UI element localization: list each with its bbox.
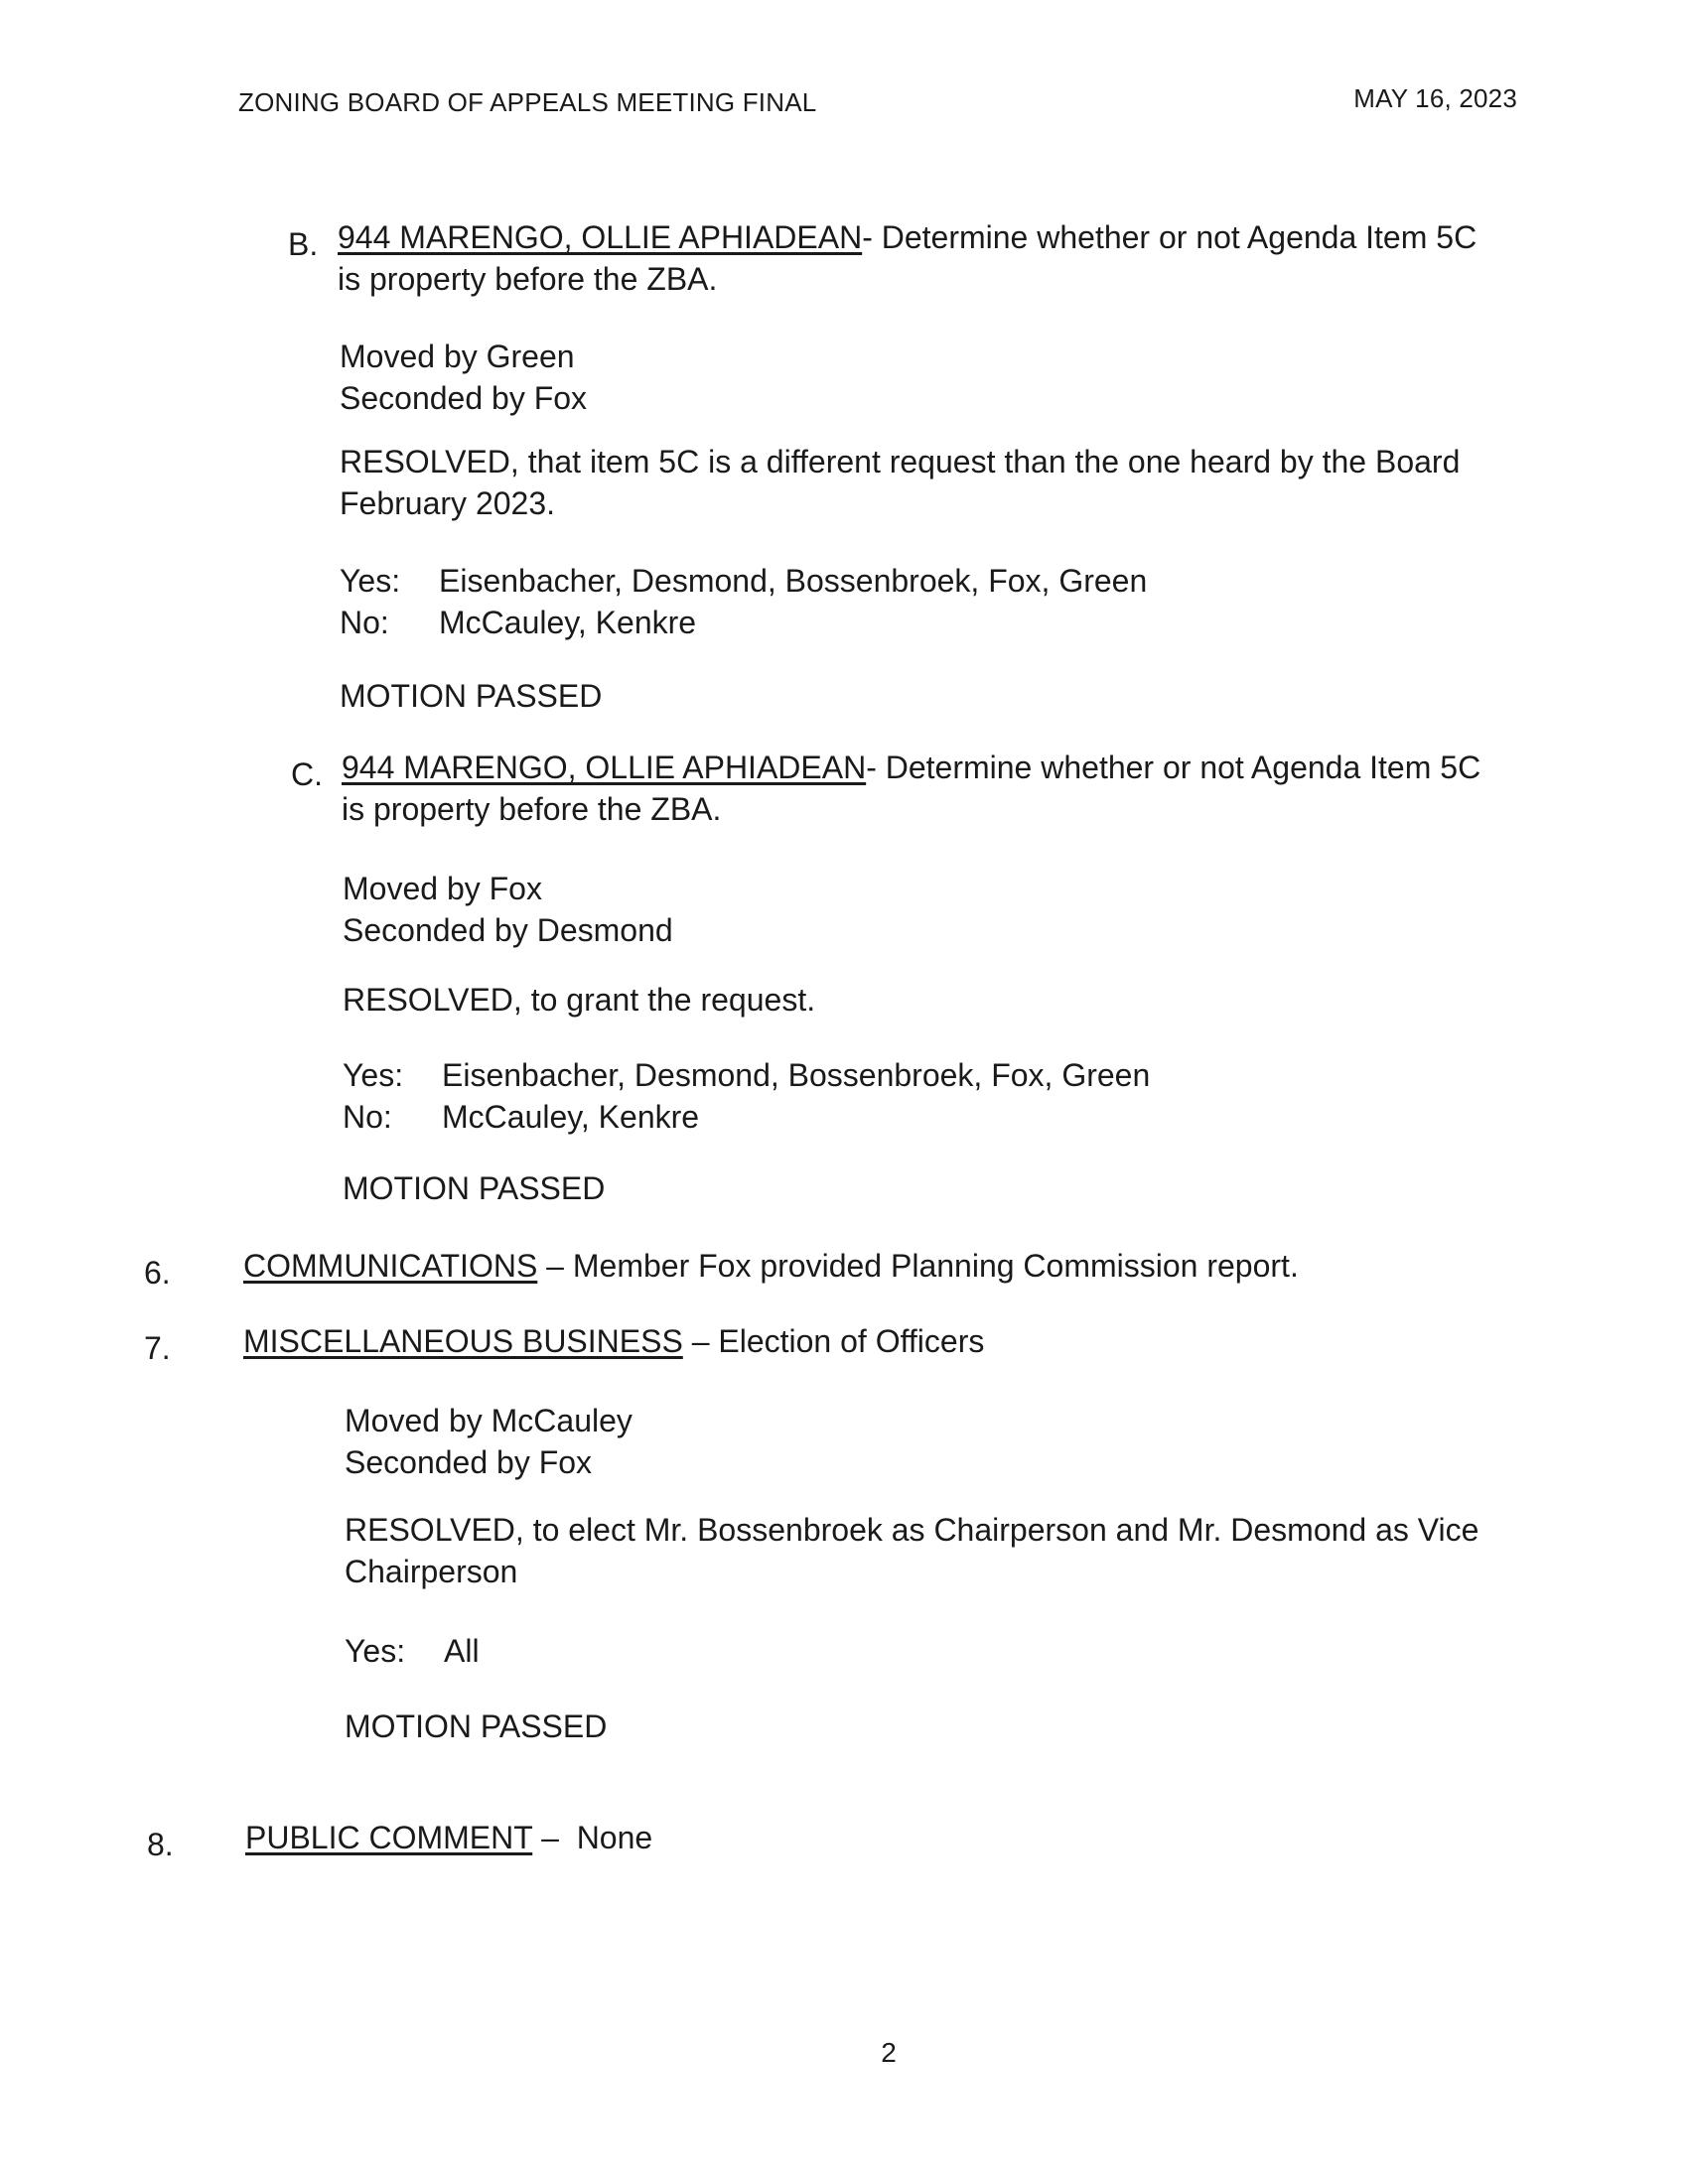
item-c-no-names: McCauley, Kenkre <box>442 1099 700 1135</box>
item-b-letter: B. <box>288 226 319 262</box>
item-b-desc-line1: - Determine whether or not Agenda Item 5C <box>862 219 1477 255</box>
item-c-yes-names: Eisenbacher, Desmond, Bossenbroek, Fox, Green <box>442 1057 1151 1093</box>
item-b-subject: 944 MARENGO, OLLIE APHIADEAN <box>338 219 863 255</box>
section-7-text: – Election of Officers <box>682 1323 985 1359</box>
page-number: 2 <box>881 2037 897 2068</box>
item-b-resolved-line1: RESOLVED, that item 5C is a different request than the one heard by the Board <box>340 444 1461 479</box>
section-6-title: COMMUNICATIONS <box>243 1248 538 1284</box>
section-7-resolved-line1: RESOLVED, to elect Mr. Bossenbroek as Chairperson and Mr. Desmond as Vice <box>345 1512 1479 1548</box>
item-b-yes-names: Eisenbacher, Desmond, Bossenbroek, Fox, Green <box>439 563 1148 599</box>
item-c-desc-line1: - Determine whether or not Agenda Item 5C <box>866 750 1481 785</box>
section-8-text: – None <box>532 1820 653 1855</box>
section-7-seconded: Seconded by Fox <box>345 1444 593 1480</box>
section-7-yes-label: Yes: <box>345 1633 406 1669</box>
item-b-result: MOTION PASSED <box>340 678 603 714</box>
section-7-moved: Moved by McCauley <box>345 1403 633 1438</box>
section-7-number: 7. <box>144 1330 171 1366</box>
item-b-votes <box>340 560 1147 643</box>
item-b-desc-line2: is property before the ZBA. <box>338 261 718 297</box>
item-c-letter: C. <box>291 756 323 792</box>
item-b-motion <box>340 336 587 419</box>
item-c-seconded: Seconded by Desmond <box>343 912 673 948</box>
item-c-votes <box>343 1054 1150 1138</box>
header-date: MAY 16, 2023 <box>1353 83 1517 113</box>
header-title: ZONING BOARD OF APPEALS MEETING FINAL <box>238 87 817 117</box>
item-b-seconded: Seconded by Fox <box>340 380 588 416</box>
section-7-result: MOTION PASSED <box>345 1708 608 1744</box>
item-c-moved: Moved by Fox <box>343 871 542 906</box>
item-c-desc-line2: is property before the ZBA. <box>342 791 722 827</box>
section-7-motion <box>345 1400 633 1483</box>
item-b-resolution <box>340 441 1460 524</box>
item-b-no-names: McCauley, Kenkre <box>439 605 697 640</box>
section-7-resolved-line2: Chairperson <box>345 1554 518 1589</box>
section-6-text: – Member Fox provided Planning Commission report. <box>537 1248 1299 1284</box>
section-7-line <box>243 1320 984 1362</box>
section-7-yes-names: All <box>444 1633 480 1669</box>
section-8-number: 8. <box>147 1827 174 1862</box>
item-c-resolved: RESOLVED, to grant the request. <box>343 982 816 1018</box>
item-c-result: MOTION PASSED <box>343 1170 606 1206</box>
item-b-no-label: No: <box>340 605 389 640</box>
item-c-no-label: No: <box>343 1099 392 1135</box>
section-6-line <box>243 1245 1299 1287</box>
item-c-description <box>342 747 1480 830</box>
item-c-subject: 944 MARENGO, OLLIE APHIADEAN <box>342 750 867 785</box>
item-c-yes-label: Yes: <box>343 1057 404 1093</box>
section-7-resolution <box>345 1509 1478 1592</box>
section-7-votes <box>345 1630 480 1672</box>
item-c-motion <box>343 868 673 951</box>
item-b-description <box>338 216 1477 300</box>
section-8-title: PUBLIC COMMENT <box>245 1820 533 1855</box>
item-b-moved: Moved by Green <box>340 339 575 374</box>
section-8-line <box>245 1817 652 1858</box>
section-7-title: MISCELLANEOUS BUSINESS <box>243 1323 683 1359</box>
item-b-resolved-line2: February 2023. <box>340 485 556 521</box>
section-6-number: 6. <box>144 1255 171 1291</box>
item-b-yes-label: Yes: <box>340 563 401 599</box>
